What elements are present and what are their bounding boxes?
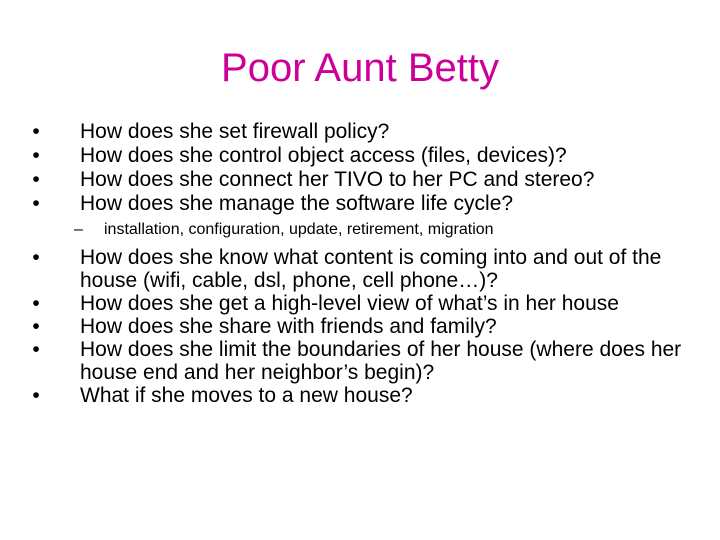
bullet-item (28, 144, 698, 168)
bullet-dot-icon: • (32, 315, 40, 338)
sub-bullet-item (28, 220, 698, 240)
bullet-item (28, 168, 698, 192)
sub-bullet-text: installation, configuration, update, retirement, migration (104, 221, 494, 238)
bullet-item (28, 315, 698, 338)
bullet-dot-icon: • (32, 144, 40, 167)
bullet-item (28, 292, 698, 315)
bullet-dot-icon: • (32, 292, 40, 315)
bullet-item (28, 338, 698, 384)
bullet-item (28, 246, 698, 292)
bullet-dot-icon: • (32, 246, 40, 269)
bullet-text: How does she limit the boundaries of her house (where does her house end and her neighbor’s begin)? (80, 338, 682, 384)
bullet-dot-icon: • (32, 168, 40, 191)
bullet-item (28, 192, 698, 216)
bullet-list (28, 120, 698, 407)
bullet-item (28, 120, 698, 144)
bullet-dot-icon: • (32, 120, 40, 143)
bullet-text: How does she manage the software life cycle? (80, 192, 514, 215)
bullet-text: How does she know what content is coming into and out of the house (wifi, cable, dsl, phone, cell phone…)? (80, 246, 662, 292)
bullet-text: How does she share with friends and family? (80, 315, 497, 338)
bullet-text: How does she control object access (files, devices)? (80, 144, 567, 167)
bullet-text: How does she set firewall policy? (80, 120, 390, 143)
bullet-dot-icon: • (32, 338, 40, 361)
bullet-text: What if she moves to a new house? (80, 384, 413, 407)
bullet-item (28, 384, 698, 407)
bullet-dot-icon: • (32, 384, 40, 407)
bullet-dot-icon: • (32, 192, 40, 215)
bullet-text: How does she get a high-level view of what’s in her house (80, 292, 619, 315)
dash-icon: – (74, 221, 83, 238)
slide-title: Poor Aunt Betty (221, 46, 499, 90)
bullet-text: How does she connect her TIVO to her PC and stereo? (80, 168, 595, 191)
